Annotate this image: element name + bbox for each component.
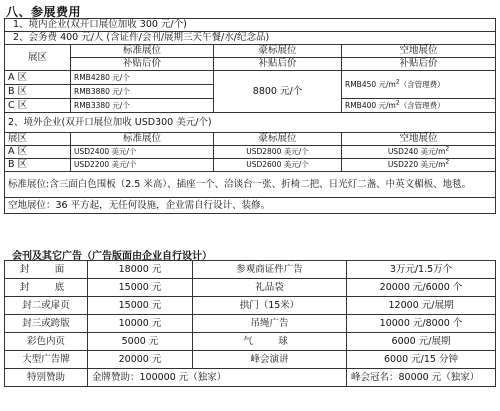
zone-cell: A 区 xyxy=(5,146,71,159)
summit-sponsor: 峰会冠名：80000 元（独家） xyxy=(347,369,496,387)
ad-price: 15000 元 xyxy=(88,297,193,315)
ad-item: 封 面 xyxy=(5,261,88,279)
standard-price: RMB4280 元/个 xyxy=(71,71,214,85)
table-row xyxy=(5,261,496,279)
ad-price: 10000 元/8000 个 xyxy=(347,315,496,333)
premium-price: USD2600 美元/个 xyxy=(214,159,342,172)
table-row xyxy=(5,172,496,198)
ad-item: 封 底 xyxy=(5,279,88,297)
header-space: 空地展位 xyxy=(342,45,496,58)
table-row xyxy=(5,113,496,133)
ad-item: 礼品袋 xyxy=(193,279,347,297)
table-row xyxy=(5,198,496,214)
table-row xyxy=(5,146,496,159)
table-row xyxy=(5,58,496,71)
section-title-ads: 会刊及其它广告（广告版面由企业自行设计） xyxy=(12,251,212,262)
booth-fee-table xyxy=(4,18,496,214)
ad-price: 20000 元 xyxy=(88,351,193,369)
space-price: RMB400 元$/m^2$（含管理费） xyxy=(342,99,496,113)
ad-price: 20000 元/6000 个 xyxy=(347,279,496,297)
ad-price: 3万元/1.5万个 xyxy=(347,261,496,279)
subheader-standard: 补贴后价 xyxy=(71,58,214,71)
foreign-note: 2、境外企业(双开口展位加收 USD300 美元/个) xyxy=(5,113,496,133)
table-row xyxy=(5,19,496,32)
ad-price: 5000 元 xyxy=(88,333,193,351)
header-space: 空地展位 xyxy=(342,133,496,146)
ad-item: 封二或扉页 xyxy=(5,297,88,315)
table-row xyxy=(5,297,496,315)
table-row xyxy=(5,351,496,369)
header-premium: 豪标展位 xyxy=(214,133,342,146)
ad-item: 拱门（15米） xyxy=(193,297,347,315)
ad-item: 大型广告牌 xyxy=(5,351,88,369)
domestic-note: 1、境内企业(双开口展位加收 300 元/个) xyxy=(5,19,496,32)
premium-price: 8800 元/个 xyxy=(214,71,342,113)
header-standard: 标准展位 xyxy=(71,133,214,146)
space-booth-note: 空地展位：36 平方起，无任何设施，企业需自行设计、装修。 xyxy=(5,198,496,214)
sponsor-label: 特别赞助 xyxy=(5,369,88,387)
standard-price: USD2200 美元/个 xyxy=(71,159,214,172)
ad-price: 10000 元 xyxy=(88,315,193,333)
standard-price: USD2400 美元/个 xyxy=(71,146,214,159)
subheader-premium: 补贴后价 xyxy=(214,58,342,71)
header-zone: 展区 xyxy=(5,133,71,146)
table-row xyxy=(5,71,496,85)
ad-item: 峰会演讲 xyxy=(193,351,347,369)
zone-cell: B 区 xyxy=(5,159,71,172)
table-row xyxy=(5,32,496,45)
standard-price: RMB3880 元/个 xyxy=(71,85,214,99)
table-row xyxy=(5,279,496,297)
table-row xyxy=(5,333,496,351)
ad-price: 12000 元/展期 xyxy=(347,297,496,315)
section-title-fees: 八、参展费用 xyxy=(6,5,82,19)
ad-item: 气 球 xyxy=(193,333,347,351)
zone-cell: C 区 xyxy=(5,99,71,113)
zone-cell: B 区 xyxy=(5,85,71,99)
ad-price: 6000 元/15 分钟 xyxy=(347,351,496,369)
ad-price: 15000 元 xyxy=(88,279,193,297)
ad-item: 封三或跨版 xyxy=(5,315,88,333)
table-row xyxy=(5,159,496,172)
space-price: RMB450 元$/m^2$（含管理费） xyxy=(342,71,496,99)
header-premium: 豪标展位 xyxy=(214,45,342,58)
header-standard: 标准展位 xyxy=(71,45,214,58)
space-price: USD220 美元$/m^2$ xyxy=(342,159,496,172)
advertising-table xyxy=(4,260,496,387)
header-zone: 展区 xyxy=(5,45,71,71)
standard-booth-note: 标准展位:含三面白色围板（2.5 米高）、插座一个、洽谈台一张、折椅二把、日光灯二盏、中英文楣板、地毯。 xyxy=(5,172,496,198)
zone-cell: A 区 xyxy=(5,71,71,85)
subheader-space: 补贴后价 xyxy=(342,58,496,71)
ad-item: 吊绳广告 xyxy=(193,315,347,333)
table-row xyxy=(5,315,496,333)
premium-price: USD2800 美元/个 xyxy=(214,146,342,159)
gold-sponsor: 金牌赞助：100000 元（独家） xyxy=(88,369,347,387)
ad-item: 彩色内页 xyxy=(5,333,88,351)
ad-item: 参观商证件广告 xyxy=(193,261,347,279)
standard-price: RMB3380 元/个 xyxy=(71,99,214,113)
ad-price: 18000 元 xyxy=(88,261,193,279)
table-row xyxy=(5,369,496,387)
space-price: USD240 美元$/m^2$ xyxy=(342,146,496,159)
meeting-fee-note: 2、会务费 400 元/人 (含证件/会刊/展期三天午餐/水/纪念品) xyxy=(5,32,496,45)
ad-price: 6000 元/展期 xyxy=(347,333,496,351)
table-row xyxy=(5,45,496,58)
table-row xyxy=(5,133,496,146)
